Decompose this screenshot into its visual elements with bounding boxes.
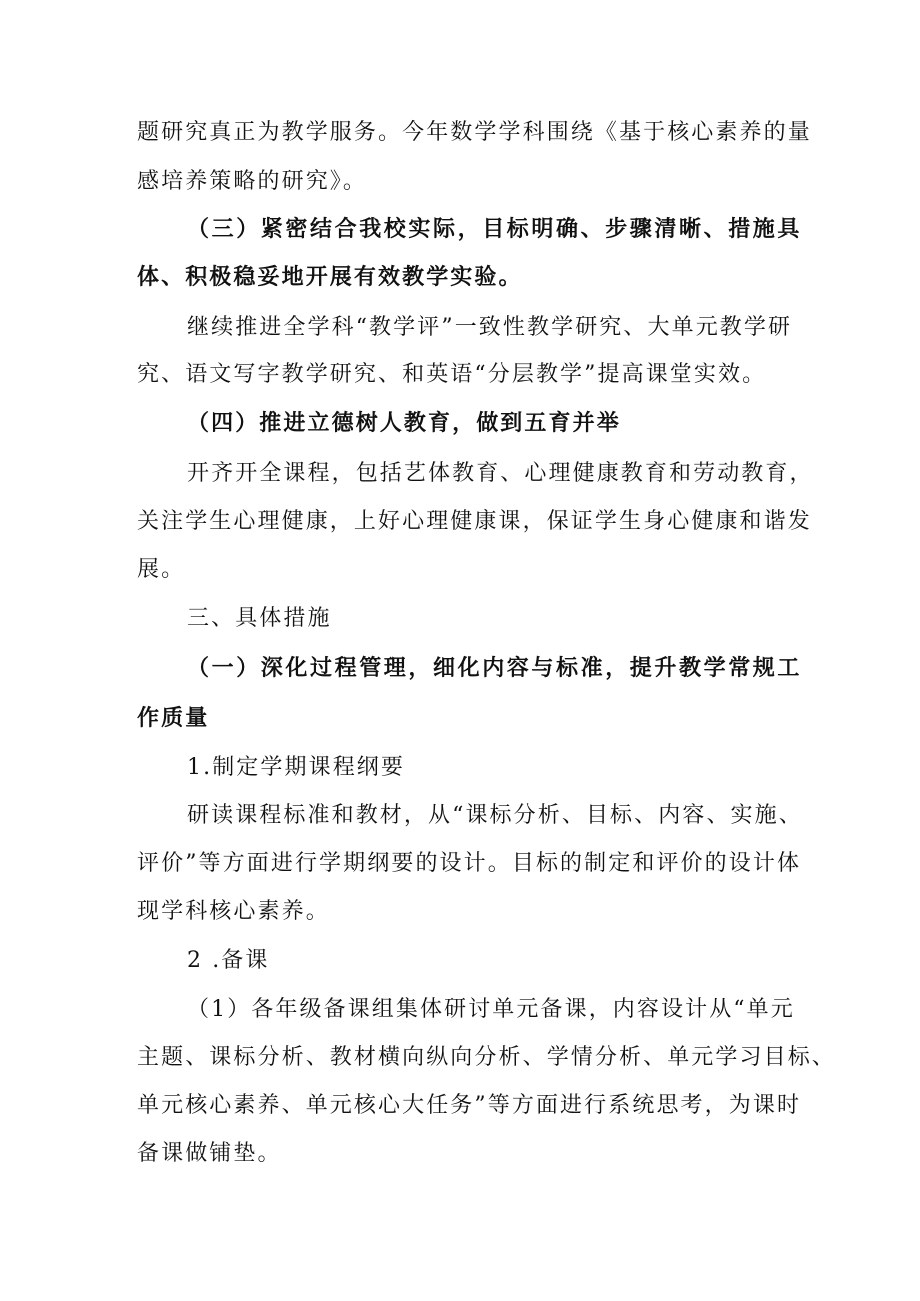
chapter-heading: 三、具体措施: [187, 606, 332, 631]
body-text-line: 单元核心素养、单元核心大任务”等方面进行系统思考，为课时: [137, 1093, 802, 1118]
body-text-line: 继续推进全学科“教学评”一致性教学研究、大单元教学研: [187, 315, 793, 340]
body-text-line: 备课做铺垫。: [137, 1141, 282, 1166]
body-text-line: 主题、课标分析、教材横向纵向分析、学情分析、单元学习目标、: [137, 1045, 836, 1070]
body-text-line: 展。: [137, 557, 186, 582]
body-text-line: 开齐开全课程，包括艺体教育、心理健康教育和劳动教育，: [187, 461, 814, 486]
section-heading-3-cont: 体、积极稳妥地开展有效教学实验。: [137, 264, 523, 290]
section-heading-3: （三）紧密结合我校实际，目标明确、步骤清晰、措施具: [187, 216, 803, 242]
body-text-line: 评价”等方面进行学期纲要的设计。目标的制定和评价的设计体: [137, 851, 802, 876]
subsection-heading-1-cont: 作质量: [137, 705, 210, 731]
subsection-heading-1: （一）深化过程管理，细化内容与标准，提升教学常规工: [187, 655, 803, 681]
body-text-line: 题研究真正为教学服务。今年数学学科围绕《基于核心素养的量: [137, 120, 812, 145]
body-text-line: （1）各年级备课组集体研讨单元备课，内容设计从“单元: [187, 997, 795, 1022]
item-heading-1: 1.制定学期课程纲要: [187, 755, 405, 780]
body-text-line: 关注学生心理健康，上好心理健康课，保证学生身心健康和谐发: [137, 509, 812, 534]
body-text-line: 现学科核心素养。: [137, 899, 330, 924]
body-text-line: 究、语文写字教学研究、和英语“分层教学”提高课堂实效。: [137, 362, 767, 387]
item-heading-2: 2 .备课: [187, 948, 270, 973]
section-heading-4: （四）推进立德树人教育，做到五育并举: [187, 410, 621, 436]
body-text-line: 研读课程标准和教材，从“课标分析、目标、内容、实施、: [187, 803, 803, 828]
body-text-line: 感培养策略的研究》。: [137, 169, 368, 194]
